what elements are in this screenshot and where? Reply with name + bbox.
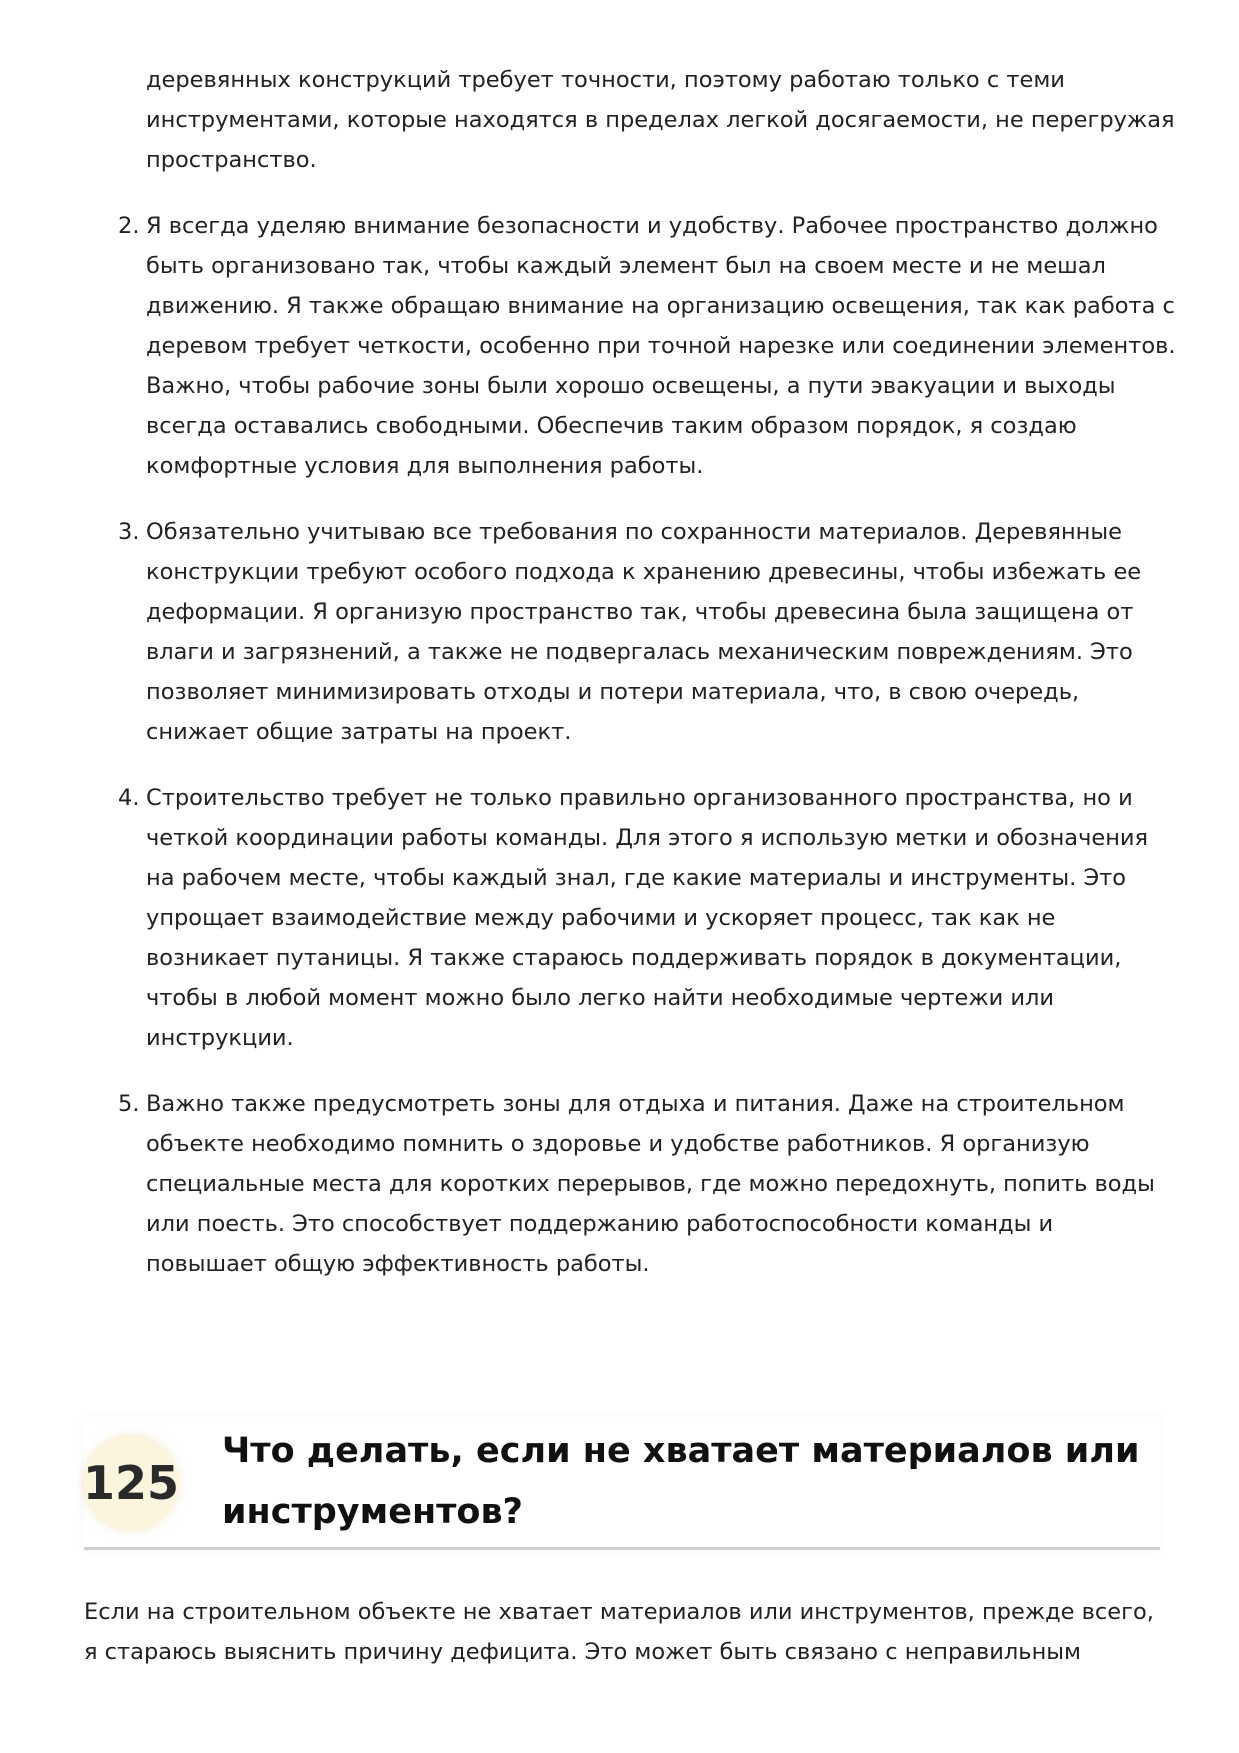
intro-continuation-text: деревянных конструкций требует точности, поэтому работаю только с теми инструментами, которые находятся в пределах легкой досягаемости, не перегружая пространство.: [146, 67, 1175, 173]
list-item-text: Важно также предусмотреть зоны для отдыха и питания. Даже на строительном объекте необходимо помнить о здоровье и удобстве работников. Я организую специальные места для коротких перерывов, где можно передохнуть, попить воды или поесть. Это способствует поддержанию работоспособности команды и повышает общую эффективность работы.: [146, 1091, 1155, 1277]
list-item: [0, 512, 1176, 752]
list-item-text: Обязательно учитываю все требования по сохранности материалов. Деревянные конструкции требуют особого подхода к хранению древесины, чтобы избежать ее деформации. Я организую пространство так, чтобы древесина была защищена от влаги и загрязнений, а также не подвергалась механическим повреждениям. Это позволяет минимизировать отходы и потери материала, что, в свою очередь, снижает общие затраты на проект.: [146, 519, 1142, 745]
list-item-text: Строительство требует не только правильно организованного пространства, но и четкой координации работы команды. Для этого я использую метки и обозначения на рабочем месте, чтобы каждый знал, где какие материалы и инструменты. Это упрощает взаимодействие между рабочими и ускоряет процесс, так как не возникает путаницы. Я также стараюсь поддерживать порядок в документации, чтобы в любой момент можно было легко найти необходимые чертежи или инструкции.: [146, 785, 1149, 1051]
list-item: [0, 206, 1176, 486]
section-title: Что делать, если не хватает материалов или инструментов?: [222, 1431, 1140, 1532]
list-item: [0, 1084, 1176, 1284]
section-number-badge: 125: [84, 1436, 178, 1530]
list-item-text: Я всегда уделяю внимание безопасности и удобству. Рабочее пространство должно быть организовано так, чтобы каждый элемент был на своем месте и не мешал движению. Я также обращаю внимание на организацию освещения, так как работа с деревом требует четкости, особенно при точной нарезке или соединении элементов. Важно, чтобы рабочие зоны были хорошо освещены, а пути эвакуации и выходы всегда оставались свободными. Обеспечив таким образом порядок, я создаю комфортные условия для выполнения работы.: [146, 213, 1176, 479]
list-item-number: 3.: [118, 519, 140, 545]
list-item-number: 5.: [118, 1091, 140, 1117]
body-paragraph: Если на строительном объекте не хватает материалов или инструментов, прежде всего, я стараюсь выяснить причину дефицита. Это может быть связано с неправильным: [84, 1599, 1154, 1665]
numbered-list: [0, 206, 1239, 1310]
list-item-number: 4.: [118, 785, 140, 811]
list-item-number: 2.: [118, 213, 140, 239]
list-item: [0, 778, 1176, 1058]
section-header: [84, 1417, 1160, 1550]
